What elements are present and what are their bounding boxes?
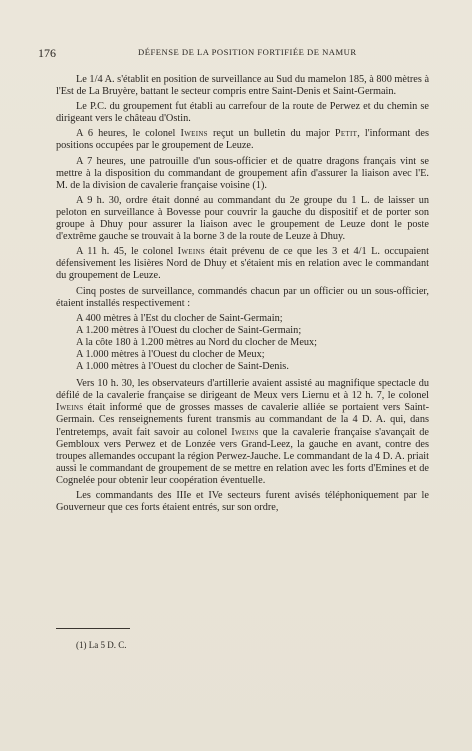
list-item: A 1.000 mètres à l'Ouest du clocher de Meux; <box>76 348 265 360</box>
person-name: Iweins <box>177 246 206 258</box>
text-run: Vers 10 h. 30, les observateurs d'artillerie avaient assisté au magnifique spectacle du défilé de la cavalerie française se dirigeant de Meux vers Liernu et à 12 h. 7, le colonel <box>56 378 429 402</box>
person-name: Iweins <box>56 402 84 414</box>
person-name: Petit <box>334 128 358 140</box>
paragraph: Les commandants des IIIe et IVe secteurs furent avisés téléphoniquement par le Gouverneur que ces forts étaient entrés, sur son ordre, <box>56 490 429 514</box>
person-name: Iweins <box>231 426 259 438</box>
paragraph <box>56 246 429 282</box>
list-item: A 1.000 mètres à l'Ouest du clocher de Saint-Denis. <box>76 361 289 373</box>
text-run: était prévenu de ce que les 3 et 4/1 L. occupaient défensivement les lisières Nord de Dhuy et s'étaient mis en relation avec le commandant du groupement de Leuze. <box>56 246 429 282</box>
paragraph <box>56 128 429 152</box>
text-run: A 6 heures, le colonel <box>76 128 181 140</box>
text-run: que la cavalerie française s'avançait de Gembloux vers Perwez et de Lonzée vers Grand-Leez, la gauche en avant, contre des troupes allemandes occupant la région Perwez-Jauche. Le commandant de la 4 D. A. priait aussi le commandant de groupement de se mettre en relation avec les forts d'Emines et de Cognelée pour obtenir leur coopération éventuelle. <box>56 426 429 486</box>
paragraph: Cinq postes de surveillance, commandés chacun par un officier ou un sous-officier, étaient installés respectivement : <box>56 285 429 309</box>
paragraph: Le 1/4 A. s'établit en position de surveillance au Sud du mamelon 185, à 800 mètres à l'Est de La Bruyère, battant le secteur compris entre Saint-Denis et Saint-Germain. <box>56 74 430 98</box>
text-run: , l'informant des positions occupées par le groupement de Leuze. <box>56 128 429 152</box>
paragraph <box>56 378 429 487</box>
paragraph: A 7 heures, une patrouille d'un sous-officier et de quatre dragons français vint se mettre à la disposition du commandant de groupement afin d'assurer la liaison avec l'E. M. de la division de cavalerie française voisine (1). <box>56 155 429 191</box>
paragraph: Le P.C. du groupement fut établi au carrefour de la route de Perwez et du chemin se dirigeant vers le château d'Ostin. <box>56 101 429 125</box>
body-text <box>56 74 429 517</box>
text-run: reçut un bulletin du major <box>207 128 335 140</box>
text-run: était informé que de grosses masses de cavalerie alliée se portaient vers Saint-Germain. Ces renseignements furent transmis au commandant de la 4 D. A. qui, dans l'entretemps, avait fait savoir au colonel <box>56 402 429 438</box>
page-header <box>38 46 433 60</box>
running-head: DÉFENSE DE LA POSITION FORTIFIÉE DE NAMUR <box>138 47 357 57</box>
person-name: Iweins <box>180 128 208 140</box>
paragraph: A 9 h. 30, ordre était donné au commandant du 2e groupe du 1 L. de laisser un peloton en surveillance à Bovesse pour couvrir la gauche du dispositif et de porter son groupe à Dhuy pour assurer la liaison avec le groupement de Leuze dont le poste d'extrême gauche se trouvait à la borne 3 de la route de Leuze à Dhuy. <box>56 194 429 243</box>
outpost-list <box>56 313 429 373</box>
footnote: (1) La 5 D. C. <box>76 640 127 650</box>
list-item: A la côte 180 à 1.200 mètres au Nord du clocher de Meux; <box>76 336 318 348</box>
page-number: 176 <box>38 46 56 60</box>
text-run: A 11 h. 45, le colonel <box>76 246 178 258</box>
list-item: A 1.200 mètres à l'Ouest du clocher de Saint-Germain; <box>76 324 302 336</box>
footnote-divider <box>56 628 130 629</box>
list-item: A 400 mètres à l'Est du clocher de Saint-Germain; <box>76 312 283 324</box>
